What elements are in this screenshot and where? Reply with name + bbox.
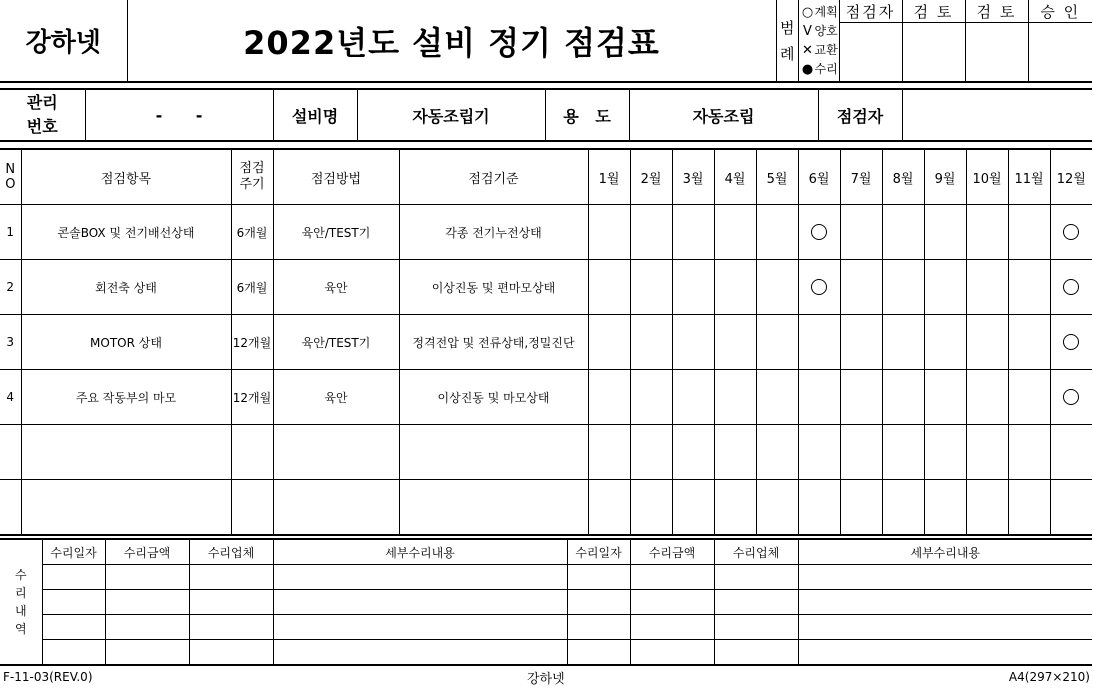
empty-cell[interactable] xyxy=(714,425,756,480)
month-12-cell[interactable] xyxy=(1050,370,1092,425)
empty-cell[interactable] xyxy=(1050,480,1092,536)
empty-cell[interactable] xyxy=(21,480,231,536)
month-2-cell[interactable] xyxy=(630,205,672,260)
empty-cell[interactable] xyxy=(231,425,273,480)
repair-cell[interactable] xyxy=(273,565,567,590)
month-5-cell[interactable] xyxy=(756,370,798,425)
empty-cell[interactable] xyxy=(1008,480,1050,536)
signoff-review2-header: 검 토 xyxy=(965,0,1028,23)
repair-cell[interactable] xyxy=(567,590,630,615)
repair-cell[interactable] xyxy=(105,590,189,615)
row-criteria: 각종 전기누전상태 xyxy=(399,205,588,260)
repair-cell[interactable] xyxy=(567,615,630,640)
plan-circle-icon xyxy=(811,224,827,240)
signoff-review2-box[interactable] xyxy=(965,23,1028,83)
mgmt-label-line2: 번호 xyxy=(26,117,58,136)
signoff-review1-header: 검 토 xyxy=(902,0,965,23)
month-3-cell[interactable] xyxy=(672,370,714,425)
inspector-value[interactable] xyxy=(902,89,1092,141)
row-criteria: 정격전압 및 전류상태,정밀진단 xyxy=(399,315,588,370)
table-row xyxy=(0,205,1092,260)
col-cycle-label: 점검 주기 xyxy=(239,161,265,192)
month-8-cell[interactable] xyxy=(882,260,924,315)
month-5-cell[interactable] xyxy=(756,205,798,260)
month-3-cell[interactable] xyxy=(672,205,714,260)
signoff-approve-header: 승 인 xyxy=(1028,0,1092,23)
signoff-inspector-header: 점검자 xyxy=(839,0,902,23)
month-9-cell[interactable] xyxy=(924,370,966,425)
col-month-2-header: 2월 xyxy=(630,149,672,205)
table-row-empty xyxy=(0,480,1092,536)
month-11-cell[interactable] xyxy=(1008,260,1050,315)
repair-cell[interactable] xyxy=(798,640,1092,666)
month-1-cell[interactable] xyxy=(588,370,630,425)
legend-good xyxy=(801,22,839,41)
repair-cost-header-2: 수리금액 xyxy=(630,539,714,565)
repair-cell[interactable] xyxy=(714,590,798,615)
row-no: 1 xyxy=(0,205,21,260)
repair-cell[interactable] xyxy=(630,615,714,640)
month-11-cell[interactable] xyxy=(1008,205,1050,260)
inspector-label: 점검자 xyxy=(818,89,902,141)
col-month-1-header: 1월 xyxy=(588,149,630,205)
col-item-header: 점검항목 xyxy=(21,149,231,205)
month-3-cell[interactable] xyxy=(672,315,714,370)
usage-label: 용 도 xyxy=(545,89,629,141)
row-no: 4 xyxy=(0,370,21,425)
usage-value[interactable]: 자동조립 xyxy=(629,89,818,141)
paper-size: A4(297×210) xyxy=(1008,670,1090,684)
repair-cell[interactable] xyxy=(42,590,105,615)
empty-cell[interactable] xyxy=(273,425,399,480)
check-v-icon: V xyxy=(803,23,812,39)
repair-cell[interactable] xyxy=(630,640,714,666)
legend-replace-label: 교환 xyxy=(814,42,838,57)
repair-cost-header: 수리금액 xyxy=(105,539,189,565)
mgmt-label-line1: 관리 xyxy=(26,93,58,112)
month-11-cell[interactable] xyxy=(1008,315,1050,370)
x-mark-icon: ✕ xyxy=(802,42,813,58)
month-12-cell[interactable] xyxy=(1050,205,1092,260)
repair-cell[interactable] xyxy=(189,640,273,666)
col-month-11-header: 11월 xyxy=(1008,149,1050,205)
table-row xyxy=(0,315,1092,370)
repair-cell[interactable] xyxy=(42,640,105,666)
row-method: 육안/TEST기 xyxy=(273,205,399,260)
empty-cell[interactable] xyxy=(672,480,714,536)
table-row xyxy=(0,370,1092,425)
repair-cell[interactable] xyxy=(189,615,273,640)
row-method: 육안/TEST기 xyxy=(273,315,399,370)
col-month-10-header: 10월 xyxy=(966,149,1008,205)
repair-cell[interactable] xyxy=(714,640,798,666)
month-6-cell[interactable] xyxy=(798,370,840,425)
empty-cell[interactable] xyxy=(588,480,630,536)
plan-circle-icon xyxy=(1063,334,1079,350)
row-item: 회전축 상태 xyxy=(21,260,231,315)
month-4-cell[interactable] xyxy=(714,370,756,425)
month-8-cell[interactable] xyxy=(882,205,924,260)
col-month-7-header: 7월 xyxy=(840,149,882,205)
empty-cell[interactable] xyxy=(672,425,714,480)
repair-side-label-text: 수리내역 xyxy=(14,568,27,636)
row-item: MOTOR 상태 xyxy=(21,315,231,370)
legend-plan xyxy=(801,3,839,22)
row-cycle: 6개월 xyxy=(231,260,273,315)
legend-repair-label: 수리 xyxy=(814,61,838,76)
plan-circle-icon xyxy=(1063,279,1079,295)
month-10-cell[interactable] xyxy=(966,370,1008,425)
open-circle-icon: ○ xyxy=(801,4,814,20)
empty-cell[interactable] xyxy=(882,425,924,480)
repair-vendor-header: 수리업체 xyxy=(189,539,273,565)
plan-circle-icon xyxy=(811,279,827,295)
repair-date-header: 수리일자 xyxy=(42,539,105,565)
plan-circle-icon xyxy=(1063,389,1079,405)
filled-circle-icon: ● xyxy=(801,61,814,77)
empty-cell[interactable] xyxy=(966,425,1008,480)
row-criteria: 이상진동 및 마모상태 xyxy=(399,370,588,425)
form-title: 2022년도 설비 정기 점검표 xyxy=(127,0,776,82)
repair-cell[interactable] xyxy=(42,565,105,590)
empty-cell[interactable] xyxy=(924,425,966,480)
repair-header-row xyxy=(0,539,1092,565)
month-2-cell[interactable] xyxy=(630,315,672,370)
empty-cell[interactable] xyxy=(231,480,273,536)
empty-cell[interactable] xyxy=(399,480,588,536)
repair-cell[interactable] xyxy=(714,565,798,590)
month-4-cell[interactable] xyxy=(714,205,756,260)
row-criteria: 이상진동 및 편마모상태 xyxy=(399,260,588,315)
mgmt-number-label xyxy=(0,89,85,141)
month-2-cell[interactable] xyxy=(630,260,672,315)
repair-cell[interactable] xyxy=(189,565,273,590)
col-month-12-header: 12월 xyxy=(1050,149,1092,205)
month-10-cell[interactable] xyxy=(966,315,1008,370)
equipment-name-value[interactable]: 자동조립기 xyxy=(357,89,545,141)
month-9-cell[interactable] xyxy=(924,205,966,260)
mgmt-number-value[interactable]: - - xyxy=(85,89,273,141)
month-8-cell[interactable] xyxy=(882,315,924,370)
empty-cell[interactable] xyxy=(924,480,966,536)
repair-cell[interactable] xyxy=(798,615,1092,640)
repair-cell[interactable] xyxy=(105,565,189,590)
empty-cell[interactable] xyxy=(21,425,231,480)
empty-cell[interactable] xyxy=(966,480,1008,536)
empty-cell[interactable] xyxy=(0,425,21,480)
month-6-cell[interactable] xyxy=(798,315,840,370)
repair-cell[interactable] xyxy=(273,590,567,615)
month-10-cell[interactable] xyxy=(966,260,1008,315)
empty-cell[interactable] xyxy=(630,425,672,480)
empty-cell[interactable] xyxy=(840,480,882,536)
row-cycle: 12개월 xyxy=(231,315,273,370)
month-1-cell[interactable] xyxy=(588,315,630,370)
repair-cell[interactable] xyxy=(714,615,798,640)
repair-cell[interactable] xyxy=(798,590,1092,615)
signoff-review1-box[interactable] xyxy=(902,23,965,83)
plan-circle-icon xyxy=(1063,224,1079,240)
inspection-table-header xyxy=(0,149,1092,205)
col-month-4-header: 4월 xyxy=(714,149,756,205)
signoff-approve-box[interactable] xyxy=(1028,23,1092,83)
signoff-inspector-box[interactable] xyxy=(839,23,902,83)
row-cycle: 6개월 xyxy=(231,205,273,260)
month-5-cell[interactable] xyxy=(756,260,798,315)
col-month-5-header: 5월 xyxy=(756,149,798,205)
row-no: 3 xyxy=(0,315,21,370)
col-criteria-header: 점검기준 xyxy=(399,149,588,205)
repair-cell[interactable] xyxy=(105,640,189,666)
repair-cell[interactable] xyxy=(567,640,630,666)
repair-cell[interactable] xyxy=(798,565,1092,590)
legend-label xyxy=(776,0,798,82)
repair-date-header-2: 수리일자 xyxy=(567,539,630,565)
form-header xyxy=(0,0,1092,83)
form-code: F-11-03(REV.0) xyxy=(3,670,93,684)
legend-good-label: 양호 xyxy=(814,23,838,38)
month-5-cell[interactable] xyxy=(756,315,798,370)
inspection-table xyxy=(0,148,1092,536)
repair-cell[interactable] xyxy=(273,615,567,640)
empty-cell[interactable] xyxy=(273,480,399,536)
table-row xyxy=(0,260,1092,315)
row-no: 2 xyxy=(0,260,21,315)
repair-cell[interactable] xyxy=(630,565,714,590)
month-1-cell[interactable] xyxy=(588,260,630,315)
repair-history-table xyxy=(0,538,1092,666)
repair-cell[interactable] xyxy=(42,615,105,640)
equipment-info xyxy=(0,88,1092,142)
empty-cell[interactable] xyxy=(0,480,21,536)
row-method: 육안 xyxy=(273,370,399,425)
repair-cell[interactable] xyxy=(630,590,714,615)
month-9-cell[interactable] xyxy=(924,315,966,370)
month-12-cell[interactable] xyxy=(1050,315,1092,370)
empty-cell[interactable] xyxy=(840,425,882,480)
month-2-cell[interactable] xyxy=(630,370,672,425)
month-10-cell[interactable] xyxy=(966,205,1008,260)
month-7-cell[interactable] xyxy=(840,315,882,370)
empty-cell[interactable] xyxy=(588,425,630,480)
legend-label-text: 범례 xyxy=(780,18,795,63)
repair-side-label xyxy=(0,539,42,665)
empty-cell[interactable] xyxy=(756,480,798,536)
col-month-6-header: 6월 xyxy=(798,149,840,205)
month-8-cell[interactable] xyxy=(882,370,924,425)
month-3-cell[interactable] xyxy=(672,260,714,315)
month-4-cell[interactable] xyxy=(714,315,756,370)
col-month-3-header: 3월 xyxy=(672,149,714,205)
empty-cell[interactable] xyxy=(798,480,840,536)
row-item: 콘솔BOX 및 전기배선상태 xyxy=(21,205,231,260)
company-name: 강하넷 xyxy=(0,0,127,82)
empty-cell[interactable] xyxy=(1050,425,1092,480)
col-month-9-header: 9월 xyxy=(924,149,966,205)
month-11-cell[interactable] xyxy=(1008,370,1050,425)
col-no-label: N O xyxy=(5,162,16,192)
legend xyxy=(798,0,839,82)
empty-cell[interactable] xyxy=(756,425,798,480)
month-6-cell[interactable] xyxy=(798,205,840,260)
repair-detail-header: 세부수리내용 xyxy=(273,539,567,565)
repair-cell[interactable] xyxy=(189,590,273,615)
repair-vendor-header-2: 수리업체 xyxy=(714,539,798,565)
row-cycle: 12개월 xyxy=(231,370,273,425)
month-12-cell[interactable] xyxy=(1050,260,1092,315)
month-7-cell[interactable] xyxy=(840,370,882,425)
month-1-cell[interactable] xyxy=(588,205,630,260)
empty-cell[interactable] xyxy=(399,425,588,480)
empty-cell[interactable] xyxy=(630,480,672,536)
repair-row xyxy=(0,590,1092,615)
repair-cell[interactable] xyxy=(273,640,567,666)
month-6-cell[interactable] xyxy=(798,260,840,315)
empty-cell[interactable] xyxy=(1008,425,1050,480)
legend-plan-label: 계획 xyxy=(814,4,838,19)
repair-row xyxy=(0,640,1092,666)
repair-detail-header-2: 세부수리내용 xyxy=(798,539,1092,565)
col-method-header: 점검방법 xyxy=(273,149,399,205)
empty-cell[interactable] xyxy=(798,425,840,480)
repair-row xyxy=(0,565,1092,590)
month-4-cell[interactable] xyxy=(714,260,756,315)
legend-replace xyxy=(801,41,839,60)
equipment-name-label: 설비명 xyxy=(273,89,357,141)
row-method: 육안 xyxy=(273,260,399,315)
repair-cell[interactable] xyxy=(105,615,189,640)
month-9-cell[interactable] xyxy=(924,260,966,315)
col-month-8-header: 8월 xyxy=(882,149,924,205)
row-item: 주요 작동부의 마모 xyxy=(21,370,231,425)
empty-cell[interactable] xyxy=(714,480,756,536)
month-7-cell[interactable] xyxy=(840,260,882,315)
repair-row xyxy=(0,615,1092,640)
col-cycle-header xyxy=(231,149,273,205)
repair-cell[interactable] xyxy=(567,565,630,590)
col-no-header xyxy=(0,149,21,205)
footer-company: 강하넷 xyxy=(527,672,565,687)
legend-repair xyxy=(801,60,839,79)
empty-cell[interactable] xyxy=(882,480,924,536)
month-7-cell[interactable] xyxy=(840,205,882,260)
table-row-empty xyxy=(0,425,1092,480)
